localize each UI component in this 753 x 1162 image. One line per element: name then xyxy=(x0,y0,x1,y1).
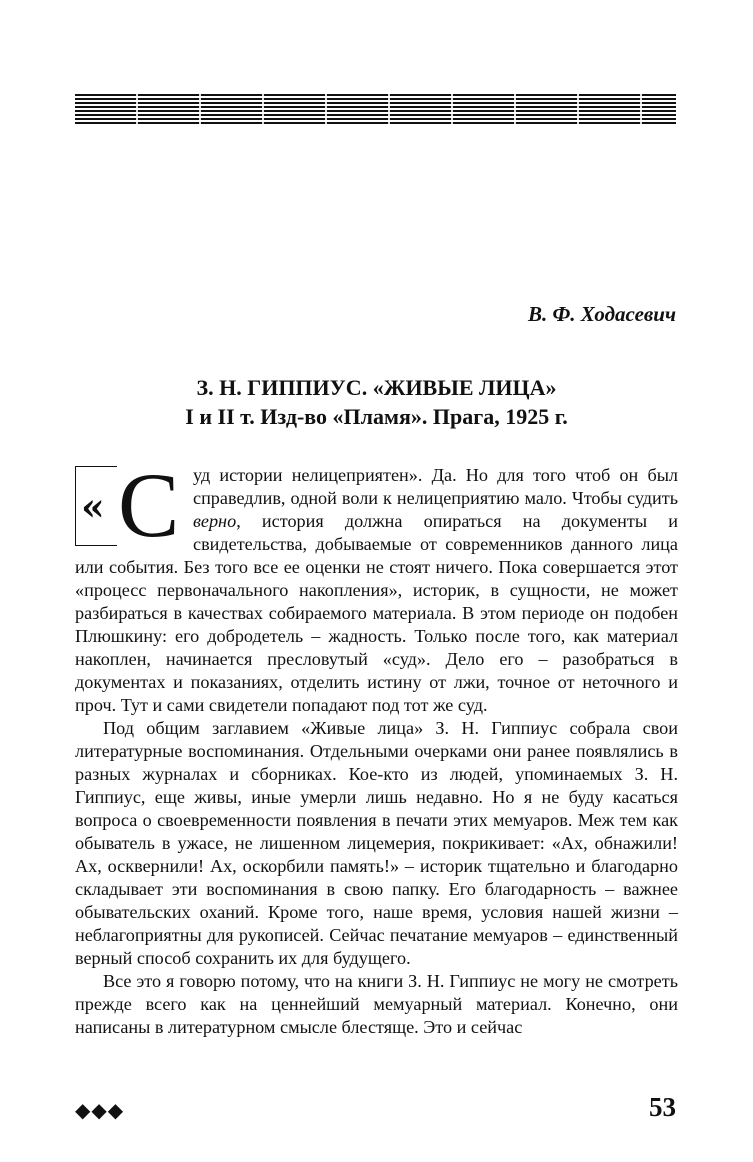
title-line-1: З. Н. ГИППИУС. «ЖИВЫЕ ЛИЦА» xyxy=(196,375,557,400)
title-line-2: I и II т. Изд-во «Пламя». Прага, 1925 г. xyxy=(185,404,568,429)
paragraph-1-emphasis: верно xyxy=(193,511,237,531)
paragraph-3: Все это я говорю потому, что на книги З. Н. Гиппиус не могу не смотреть прежде всего как на ценнейший мемуарный материал. Конечно, они написаны в литературном смысле блестяще. Это и сейчас xyxy=(75,971,678,1037)
paragraph-1-text-a: уд истории нелицеприятен». Да. Но для того чтоб он был справедлив, одной воли к нелицеприятию мало. Чтобы судить xyxy=(193,465,678,508)
paragraph-1 xyxy=(75,454,678,717)
author-name: В. Ф. Ходасевич xyxy=(527,302,676,326)
header-ornament-band xyxy=(75,94,676,126)
dropcap-letter: С xyxy=(118,454,180,556)
dropcap-quote-mark: « xyxy=(81,484,105,529)
paragraph-2: Под общим заглавием «Живые лица» З. Н. Гиппиус собрала свои литературные воспоминания. Отдельными очерками они ранее появлялись в разных журналах и сборниках. Кое-кто из людей, упоминаемых З. Н. Гиппиус, еще живы, иные умерли лишь недавно. Но я не буду касаться вопроса о своевременности появления в печати этих мемуаров. Меж тем как обыватель в ужасе, не лишенном лицемерия, покрикивает: «Ах, обнажили! Ах, осквернили! Ах, оскорбили память!» – историк тщательно и благодарно складывает эти воспоминания в свою папку. Его благодарность – важнее обывательских оханий. Кроме того, наше время, условия нашей жизни – неблагоприятны для рукописей. Сейчас печатание мемуаров – единственный верный способ сохранить их для будущего. xyxy=(75,718,678,968)
page-number: 53 xyxy=(649,1092,676,1122)
article-body xyxy=(75,454,678,1039)
article-title xyxy=(75,373,678,431)
footer-ornament: ◆◆◆ xyxy=(75,1098,125,1122)
dropcap xyxy=(75,454,181,556)
paragraph-1-text-b: , история должна опираться на документы и свидетельства, добываемые от современников данного лица или события. Без того все ее оценки не стоят ничего. Пока совершается этот «процесс первоначального накопления», историк, в сущности, не может разбираться в качествах собираемого материала. В этом периоде он подобен Плюшкину: его добродетель – жадность. Только после того, как материал накоплен, начинается пресловутый «суд». Дело его – разобраться в документах и показаниях, отделить истину от лжи, точное от неточного и проч. Тут и сами свидетели попадают под тот же суд. xyxy=(75,511,678,715)
